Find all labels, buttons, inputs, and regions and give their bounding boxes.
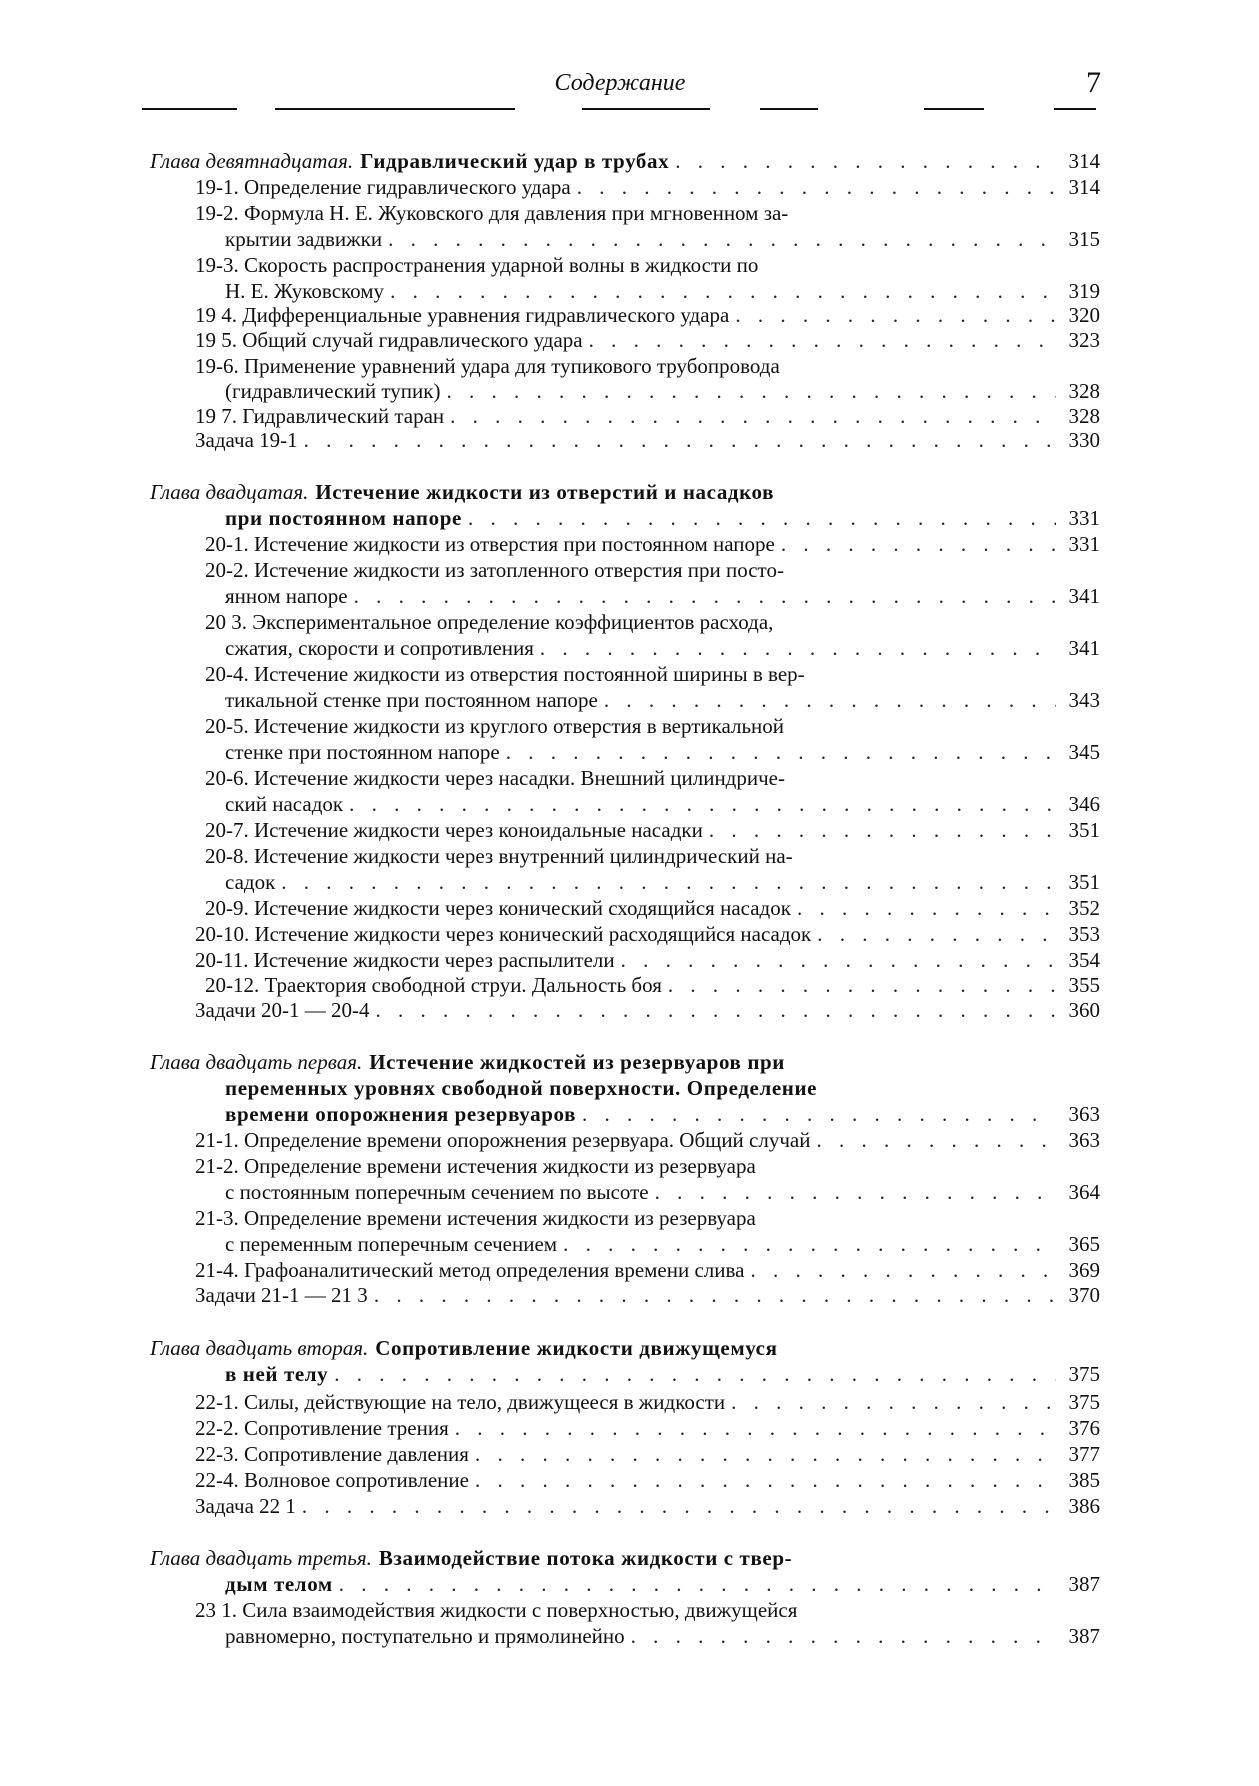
header-rule: [275, 108, 515, 110]
dot-leader: [354, 583, 1056, 609]
toc-entry-title: 21-1. Определение времени опорожнения резервуара. Общий случай: [195, 1128, 811, 1152]
toc-entry: [225, 635, 1100, 661]
dot-leader: [589, 327, 1056, 353]
toc-entry-title: 21-2. Определение времени истечения жидкости из резервуара: [195, 1154, 756, 1178]
toc-entry-title: дым телом: [225, 1572, 333, 1596]
toc-chapter-heading-cont: [225, 1361, 1100, 1387]
toc-page-number: 355: [1068, 973, 1100, 997]
toc-chapter-heading-cont: [225, 505, 1100, 531]
dot-leader: [475, 1441, 1056, 1467]
dot-leader: [582, 1101, 1056, 1127]
toc-entry-title: ский насадок: [225, 792, 344, 816]
toc-entry: [195, 427, 1100, 453]
dot-leader: [304, 427, 1056, 453]
toc-chapter-label: Глава двадцать третья.: [150, 1546, 372, 1570]
toc-entry-title: 19-3. Скорость распространения ударной волны в жидкости по: [195, 253, 759, 277]
toc-entry-title: 20-4. Истечение жидкости из отверстия постоянной ширины в вер-: [205, 662, 805, 686]
toc-page-number: 330: [1068, 428, 1100, 452]
toc-entry-title: Задачи 21-1 — 21 3: [195, 1283, 368, 1307]
toc-entry-title: 20-11. Истечение жидкости через распылители: [195, 948, 615, 972]
header-rule: [582, 108, 710, 110]
toc-entry-title: 21-3. Определение времени истечения жидкости из резервуара: [195, 1206, 756, 1230]
toc-entry-title: 22-1. Силы, действующие на тело, движущееся в жидкости: [195, 1390, 726, 1414]
toc-page-number: 354: [1068, 948, 1100, 972]
toc-entry: [195, 1257, 1100, 1283]
toc-entry: [205, 609, 1100, 635]
header-rule: [760, 108, 818, 110]
toc-entry: [205, 713, 1100, 739]
toc-entry: [195, 353, 1100, 379]
toc-entry-title: 19 5. Общий случай гидравлического удара: [195, 328, 583, 352]
dot-leader: [281, 869, 1056, 895]
toc-entry-title: крытии задвижки: [225, 227, 383, 251]
dot-leader: [455, 1415, 1056, 1441]
toc-chapter-label: Глава двадцатая.: [150, 480, 309, 504]
toc-chapter-label: Глава двадцать вторая.: [150, 1336, 369, 1360]
toc-entry: [195, 1467, 1100, 1493]
toc-entry: [225, 226, 1100, 252]
toc-entry-title: 20-9. Истечение жидкости через конический сходящийся насадок: [205, 896, 791, 920]
toc-page-number: 351: [1068, 870, 1100, 894]
toc-entry-title: 20 3. Экспериментальное определение коэффициентов расхода,: [205, 610, 774, 634]
toc-entry-title: с постоянным поперечным сечением по высоте: [225, 1180, 649, 1204]
toc-entry-title: стенке при постоянном напоре: [225, 740, 500, 764]
toc-page-number: 387: [1068, 1572, 1100, 1596]
toc-chapter-heading: [150, 479, 1100, 505]
toc-page-number: 341: [1068, 584, 1100, 608]
toc-entry-title: времени опорожнения резервуаров: [225, 1102, 577, 1126]
toc-page-number: 352: [1068, 896, 1100, 920]
toc-page-number: 369: [1068, 1258, 1100, 1282]
dot-leader: [816, 1127, 1056, 1153]
toc-entry: [205, 972, 1100, 998]
dot-leader: [563, 1231, 1056, 1257]
toc-chapter-heading: [150, 1049, 1100, 1075]
toc-page-number: 376: [1068, 1416, 1100, 1440]
toc-entry-title: 19 4. Дифференциальные уравнения гидравлического удара: [195, 303, 730, 327]
toc-chapter-heading: [150, 148, 1100, 174]
toc-page-number: 364: [1068, 1180, 1100, 1204]
toc-entry: [225, 1179, 1100, 1205]
toc-chapter-label: Глава двадцать первая.: [150, 1050, 363, 1074]
toc-page-number: 370: [1068, 1283, 1100, 1307]
dot-leader: [468, 505, 1056, 531]
toc-page-number: 315: [1068, 227, 1100, 251]
toc-entry-title: Истечение жидкостей из резервуаров при: [369, 1050, 785, 1074]
toc-page-number: 386: [1068, 1494, 1100, 1518]
toc-entry: [225, 583, 1100, 609]
toc-page-number: 319: [1068, 279, 1100, 303]
toc-entry: [195, 1415, 1100, 1441]
toc-entry: [225, 1623, 1100, 1649]
toc-entry: [195, 252, 1100, 278]
toc-page-number: 320: [1068, 303, 1100, 327]
running-header-title: Содержание: [554, 70, 686, 96]
toc-chapter-label: Глава девятнадцатая.: [150, 149, 354, 173]
dot-leader: [750, 1257, 1056, 1283]
toc-entry: [195, 1127, 1100, 1153]
toc-page-number: 343: [1068, 688, 1100, 712]
toc-entry: [225, 687, 1100, 713]
dot-leader: [446, 378, 1056, 404]
dot-leader: [506, 739, 1056, 765]
toc-entry-title: 20-5. Истечение жидкости из круглого отверстия в вертикальной: [205, 714, 785, 738]
toc-entry-title: 20-12. Траектория свободной струи. Дальность боя: [205, 973, 662, 997]
toc-entry: [195, 174, 1100, 200]
toc-entry-title: садок: [225, 870, 276, 894]
toc-entry: [195, 1597, 1100, 1623]
toc-entry: [195, 403, 1100, 429]
toc-entry-title: 19-6. Применение уравнений удара для тупикового трубопровода: [195, 354, 780, 378]
toc-chapter-heading-cont: [225, 1075, 1100, 1101]
toc-entry-title: Задача 22 1: [195, 1494, 296, 1518]
toc-page-number: 365: [1068, 1232, 1100, 1256]
toc-entry: [225, 791, 1100, 817]
toc-entry: [195, 1205, 1100, 1231]
toc-entry-title: 23 1. Сила взаимодействия жидкости с поверхностью, движущейся: [195, 1598, 798, 1622]
toc-entry: [225, 378, 1100, 404]
toc-entry: [205, 661, 1100, 687]
toc-entry-title: 20-6. Истечение жидкости через насадки. Внешний цилиндриче-: [205, 766, 785, 790]
toc-page-number: 331: [1068, 506, 1100, 530]
toc-page-number: 341: [1068, 636, 1100, 660]
toc-entry: [195, 1282, 1100, 1308]
toc-entry-title: 20-1. Истечение жидкости из отверстия при постоянном напоре: [205, 532, 775, 556]
dot-leader: [374, 1282, 1056, 1308]
toc-entry: [205, 531, 1100, 557]
toc-entry-title: 22-3. Сопротивление давления: [195, 1442, 469, 1466]
toc-entry-title: 20-2. Истечение жидкости из затопленного отверстия при посто-: [205, 558, 784, 582]
toc-entry: [195, 1441, 1100, 1467]
toc-entry: [195, 921, 1100, 947]
dot-leader: [817, 921, 1056, 947]
toc-entry-title: при постоянном напоре: [225, 506, 462, 530]
toc-page-number: 363: [1068, 1102, 1100, 1126]
header-rule: [142, 108, 237, 110]
dot-leader: [621, 947, 1056, 973]
toc-entry: [195, 1493, 1100, 1519]
toc-page-number: 385: [1068, 1468, 1100, 1492]
dot-leader: [475, 1467, 1056, 1493]
dot-leader: [390, 278, 1056, 304]
toc-entry-title: 19 7. Гидравлический таран: [195, 404, 445, 428]
toc-entry-title: 19-2. Формула Н. Е. Жуковского для давления при мгновенном за-: [195, 201, 789, 225]
toc-page-number: 375: [1068, 1362, 1100, 1386]
toc-entry-title: Взаимодействие потока жидкости с твер-: [378, 1546, 793, 1570]
toc-entry: [195, 1153, 1100, 1179]
dot-leader: [334, 1361, 1056, 1387]
toc-entry-title: (гидравлический тупик): [225, 379, 441, 403]
toc-entry-title: Задача 19-1: [195, 428, 298, 452]
toc-entry-title: тикальной стенке при постоянном напоре: [225, 688, 598, 712]
dot-leader: [709, 817, 1056, 843]
toc-page-number: 345: [1068, 740, 1100, 764]
toc-entry: [225, 1231, 1100, 1257]
toc-entry-title: янном напоре: [225, 584, 348, 608]
toc-chapter-heading-cont: [225, 1101, 1100, 1127]
dot-leader: [731, 1389, 1056, 1415]
toc-entry: [225, 278, 1100, 304]
toc-entry: [205, 817, 1100, 843]
toc-chapter-heading: [150, 1545, 1100, 1571]
toc-entry-title: Сопротивление жидкости движущемуся: [375, 1336, 778, 1360]
dot-leader: [668, 972, 1056, 998]
toc-page-number: 323: [1068, 328, 1100, 352]
toc-entry-title: 22-4. Волновое сопротивление: [195, 1468, 469, 1492]
toc-page-number: 377: [1068, 1442, 1100, 1466]
toc-page-number: 360: [1068, 998, 1100, 1022]
toc-entry-title: сжатия, скорости и сопротивления: [225, 636, 534, 660]
dot-leader: [781, 531, 1056, 557]
toc-entry: [225, 739, 1100, 765]
toc-page-number: 328: [1068, 379, 1100, 403]
dot-leader: [302, 1493, 1056, 1519]
toc-page-number: 353: [1068, 922, 1100, 946]
header-rule: [1054, 108, 1096, 110]
toc-entry: [205, 895, 1100, 921]
dot-leader: [450, 403, 1056, 429]
dot-leader: [675, 148, 1056, 174]
toc-entry-title: 22-2. Сопротивление трения: [195, 1416, 449, 1440]
toc-entry-title: Гидравлический удар в трубах: [360, 149, 670, 173]
dot-leader: [631, 1623, 1056, 1649]
toc-page-number: 387: [1068, 1624, 1100, 1648]
toc-entry-title: 20-7. Истечение жидкости через коноидальные насадки: [205, 818, 703, 842]
dot-leader: [735, 302, 1056, 328]
dot-leader: [349, 791, 1056, 817]
toc-entry: [195, 947, 1100, 973]
page-number: 7: [1086, 66, 1101, 99]
toc-page-number: 314: [1068, 149, 1100, 173]
toc-entry-title: Задачи 20-1 — 20-4: [195, 998, 370, 1022]
toc-entry-title: 19-1. Определение гидравлического удара: [195, 175, 571, 199]
toc-entry: [205, 843, 1100, 869]
dot-leader: [376, 997, 1056, 1023]
toc-page-number: 351: [1068, 818, 1100, 842]
toc-entry-title: равномерно, поступательно и прямолинейно: [225, 1624, 625, 1648]
toc-entry: [195, 327, 1100, 353]
toc-page-number: 328: [1068, 404, 1100, 428]
header-rule: [924, 108, 984, 110]
toc-page-number: 363: [1068, 1128, 1100, 1152]
toc-page-number: 331: [1068, 532, 1100, 556]
toc-entry: [205, 765, 1100, 791]
dot-leader: [604, 687, 1056, 713]
toc-page-number: 375: [1068, 1390, 1100, 1414]
toc-entry-title: 21-4. Графоаналитический метод определения времени слива: [195, 1258, 745, 1282]
toc-chapter-heading: [150, 1335, 1100, 1361]
toc-page-number: 314: [1068, 175, 1100, 199]
dot-leader: [540, 635, 1056, 661]
dot-leader: [655, 1179, 1056, 1205]
toc-entry: [195, 997, 1100, 1023]
toc-entry-title: 20-10. Истечение жидкости через конический расходящийся насадок: [195, 922, 812, 946]
dot-leader: [339, 1571, 1056, 1597]
toc-entry-title: 20-8. Истечение жидкости через внутренний цилиндрический на-: [205, 844, 793, 868]
toc-entry-title: Н. Е. Жуковскому: [225, 279, 385, 303]
toc-entry: [195, 302, 1100, 328]
toc-entry-title: Истечение жидкости из отверстий и насадков: [315, 480, 775, 504]
dot-leader: [388, 226, 1056, 252]
toc-entry: [225, 869, 1100, 895]
toc-entry-title: переменных уровнях свободной поверхности. Определение: [225, 1076, 818, 1100]
toc-chapter-heading-cont: [225, 1571, 1100, 1597]
toc-entry: [195, 1389, 1100, 1415]
toc-entry: [195, 200, 1100, 226]
toc-entry-title: с переменным поперечным сечением: [225, 1232, 558, 1256]
toc-page-number: 346: [1068, 792, 1100, 816]
toc-entry-title: в ней телу: [225, 1362, 329, 1386]
dot-leader: [577, 174, 1056, 200]
dot-leader: [797, 895, 1056, 921]
toc-entry: [205, 557, 1100, 583]
